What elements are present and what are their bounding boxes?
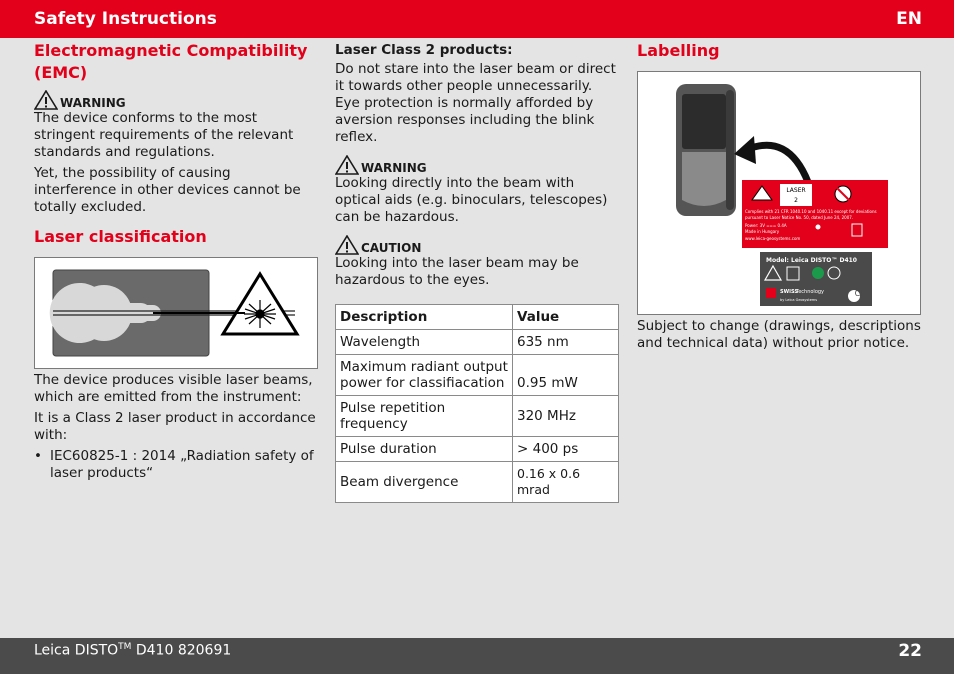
laser-paragraph-1: The device produces visible laser beams, which are emitted from the instrument: (34, 372, 313, 405)
label-notice-text: pursuant to Laser Notice No. 50, dated June 24, 2007. (745, 215, 854, 220)
page-footer (0, 638, 954, 674)
table-cell: Pulse duration (336, 437, 513, 462)
by-leica-label: by Leica Geosystems (780, 298, 818, 302)
table-cell: Beam divergence (336, 462, 513, 503)
table-cell: Maximum radiant output power for classifiacation (336, 355, 513, 396)
table-row (336, 330, 619, 355)
laser-classification-heading: Laser classification (34, 227, 207, 246)
laser-paragraph-2: It is a Class 2 laser product in accordance with: (34, 410, 316, 443)
disto-device-icon (676, 84, 736, 216)
table-cell: 0.95 mW (513, 355, 619, 396)
caution-triangle-icon (335, 235, 359, 255)
warning-triangle-icon (335, 155, 359, 175)
column-labelling (637, 40, 921, 352)
header-title: Safety Instructions (34, 9, 217, 29)
caution-paragraph: Looking into the laser beam may be hazardous to the eyes. (335, 255, 579, 288)
warning-row-2 (335, 155, 619, 175)
laser-class-number: 2 (794, 197, 798, 204)
class2-heading: Laser Class 2 products: (335, 42, 513, 58)
warning-paragraph: Looking directly into the beam with optical aids (e.g. binoculars, telescopes) can be hazardous. (335, 175, 608, 225)
label-power-text: Power: 3V === 0.4A (745, 223, 787, 228)
bullet-dot: • (34, 448, 42, 464)
trademark-sup: TM (118, 642, 132, 652)
table-row (336, 437, 619, 462)
laser-beam-figure (34, 257, 318, 369)
caution-label: CAUTION (361, 241, 422, 255)
swiss-label: SWISS (780, 289, 798, 295)
footer-product-prefix: Leica DISTO (34, 642, 119, 659)
language-code: EN (896, 9, 922, 29)
labelling-heading: Labelling (637, 41, 720, 60)
table-cell: > 400 ps (513, 437, 619, 462)
column-emc (34, 40, 316, 482)
laser-spec-table (335, 304, 619, 503)
laser-emission-illustration (35, 258, 317, 368)
footer-product-suffix: D410 820691 (131, 642, 232, 659)
class2-paragraph: Do not stare into the laser beam or direct it towards other people unnecessarily. Eye protection is normally afforded by aversion responses including the blink reflex. (335, 61, 616, 145)
ce-mark: CE (854, 289, 866, 298)
label-website-text: www.leica-geosystems.com (745, 236, 801, 241)
warning-label: WARNING (60, 96, 126, 110)
table-cell: 0.16 x 0.6 mrad (513, 462, 619, 503)
warning-label: WARNING (361, 161, 427, 175)
technology-label: Technology (796, 289, 825, 295)
table-header-row (336, 305, 619, 330)
laser-label-text: LASER (786, 187, 806, 194)
emc-heading: Electromagnetic Compatibility (EMC) (34, 41, 308, 82)
warning-row (34, 90, 316, 110)
warning-triangle-icon (34, 90, 58, 110)
device-label-illustration (638, 72, 920, 314)
table-row (336, 396, 619, 437)
footer-product (34, 642, 231, 659)
standard-list-item (34, 448, 316, 482)
model-label-text: Model: Leica DISTO™ D410 (766, 257, 857, 264)
emc-paragraph-1: The device conforms to the most stringent requirements of the relevant standards and regulations. (34, 110, 294, 160)
caution-row (335, 235, 619, 255)
column-laser-class (335, 40, 619, 503)
standard-bullet-text: IEC60825-1 : 2014 „Radiation safety of laser products“ (49, 448, 314, 481)
labelling-figure (637, 71, 921, 315)
table-cell: 635 nm (513, 330, 619, 355)
table-row (336, 462, 619, 503)
table-header-description: Description (336, 305, 513, 330)
table-row (336, 355, 619, 396)
table-cell: Pulse repetition frequency (336, 396, 513, 437)
page-header (0, 0, 954, 38)
table-cell: Wavelength (336, 330, 513, 355)
label-compliance-text: Complies with 21 CFR 1040.10 and 1040.11 except for deviations (745, 209, 877, 214)
table-cell: 320 MHz (513, 396, 619, 437)
page-number: 22 (898, 641, 922, 661)
change-notice: Subject to change (drawings, descriptions and technical data) without prior notice. (637, 318, 921, 351)
label-made-in-text: Made in Hungary (745, 229, 780, 234)
table-header-value: Value (513, 305, 619, 330)
emc-paragraph-2: Yet, the possibility of causing interference in other devices cannot be totally excluded. (34, 165, 301, 215)
